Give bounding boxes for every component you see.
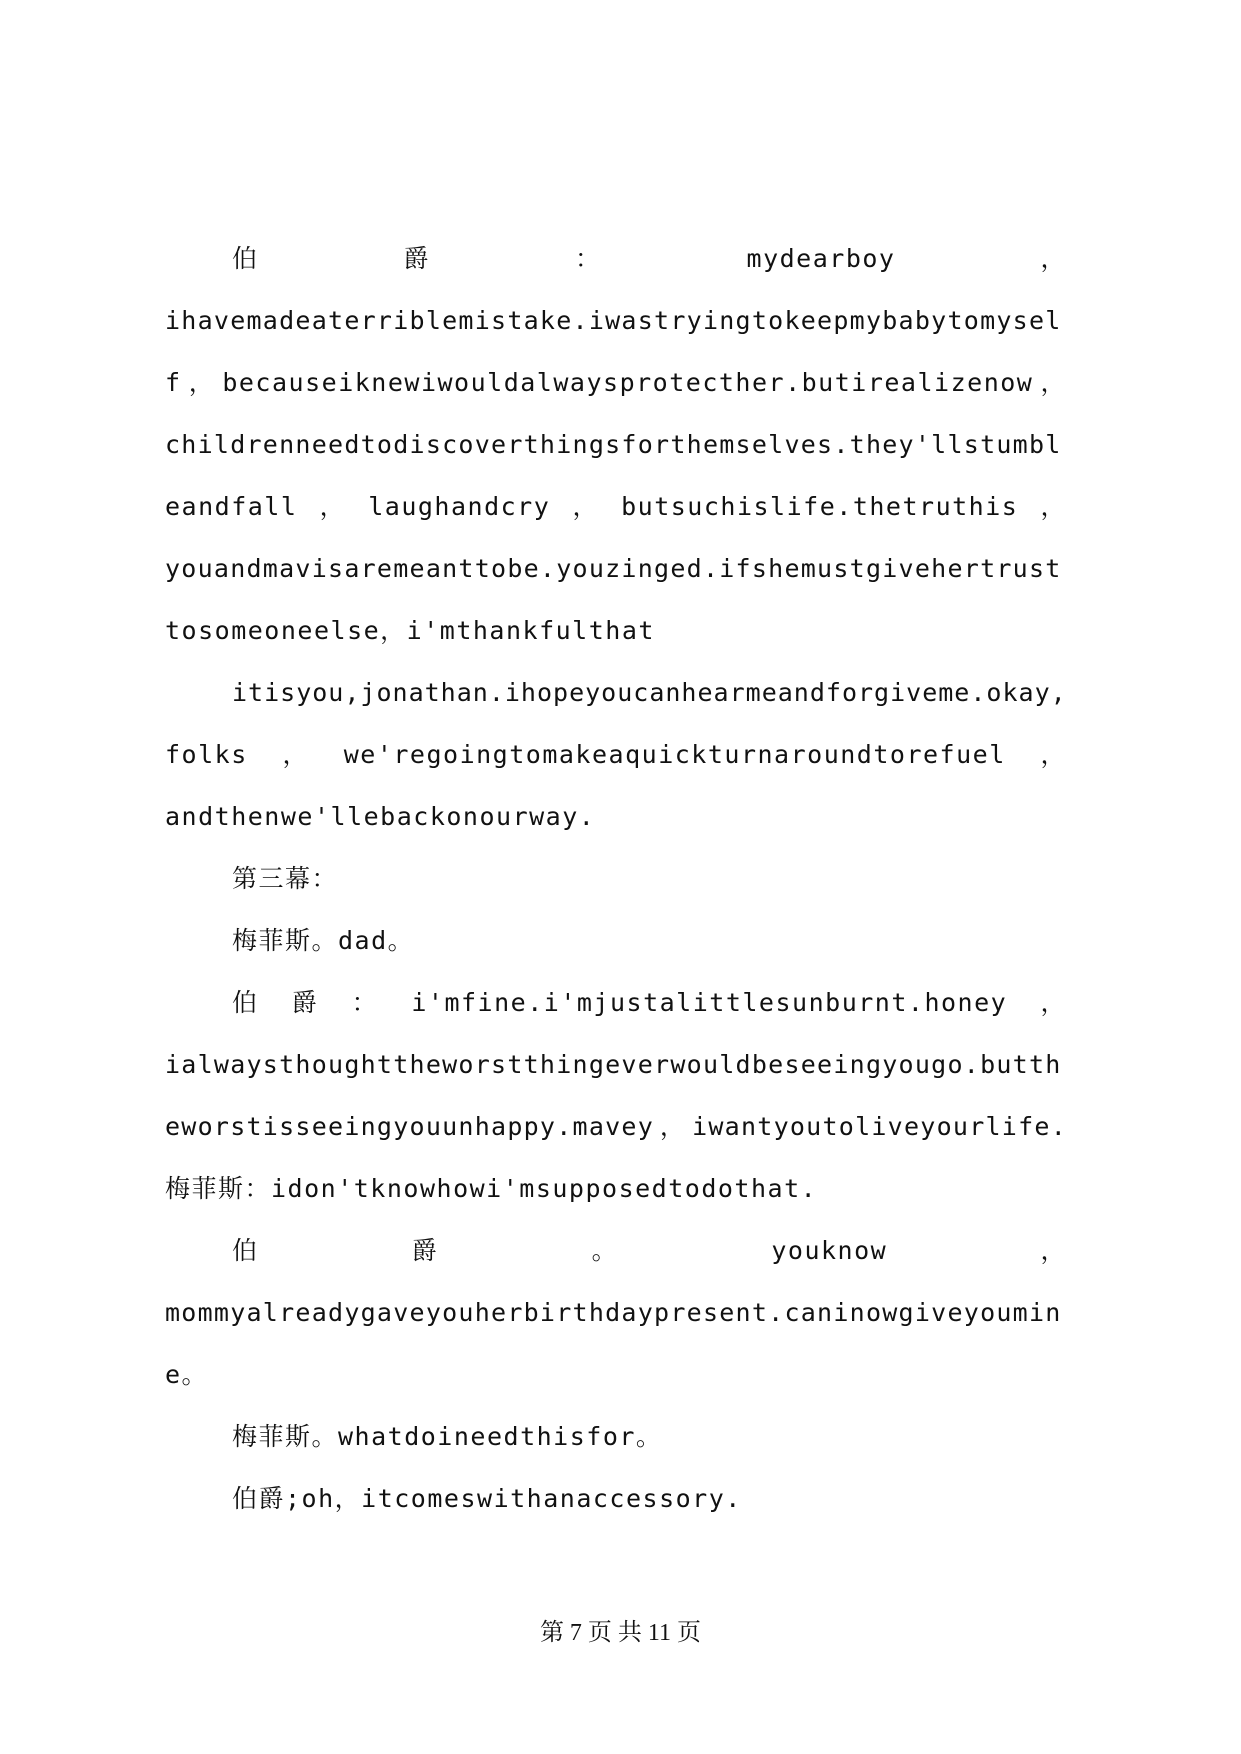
text-line: folks，we'regoingtomakeaquickturnaroundtorefuel， <box>165 740 1067 769</box>
text-line: eworstisseeingyouunhappy.mavey，iwantyoutoliveyourlife. <box>165 1112 1067 1141</box>
text-line: andthenwe'llebackonourway. <box>165 802 596 831</box>
paragraph <box>165 910 1067 972</box>
text-line: itisyou,jonathan.ihopeyoucanhearmeandforgiveme.okay, <box>232 678 1067 707</box>
paragraph <box>165 1468 1067 1530</box>
paragraph <box>165 1220 1067 1406</box>
text-line: f，becauseiknewiwouldalwaysprotecther.butirealizenow， <box>165 368 1067 397</box>
text-line: 梅菲斯。whatdoineedthisfor。 <box>232 1422 663 1451</box>
paragraph <box>165 662 1067 848</box>
text-line: 梅菲斯：idon'tknowhowi'msupposedtodothat. <box>165 1174 818 1203</box>
text-line: youandmavisaremeanttobe.youzinged.ifshemustgivehertrust <box>165 554 1062 583</box>
paragraph <box>165 972 1067 1220</box>
text-line: ihavemadeaterriblemistake.iwastryingtokeepmybabytomysel <box>165 306 1062 335</box>
paragraph <box>165 228 1067 662</box>
text-line: 伯爵。youknow， <box>232 1236 1067 1265</box>
text-line: eandfall，laughandcry，butsuchislife.thetruthis， <box>165 492 1067 521</box>
text-line: tosomeoneelse，i'mthankfulthat <box>165 616 655 645</box>
text-line: mommyalreadygaveyouherbirthdaypresent.caninowgiveyoumin <box>165 1298 1062 1327</box>
text-line: childrenneedtodiscoverthingsforthemselves.they'llstumbl <box>165 430 1062 459</box>
document-body <box>165 228 1067 1530</box>
scene-heading <box>165 848 1067 910</box>
text-line: 伯爵：mydearboy， <box>232 244 1067 273</box>
text-line: 伯爵：i'mfine.i'mjustalittlesunburnt.honey， <box>232 988 1067 1017</box>
text-line: 第三幕： <box>232 864 339 893</box>
text-line: ialwaysthoughttheworstthingeverwouldbeseeingyougo.butth <box>165 1050 1062 1079</box>
text-line: 梅菲斯。dad。 <box>232 926 415 955</box>
text-line: 伯爵;oh，itcomeswithanaccessory. <box>232 1484 742 1513</box>
page-number-footer: 第 7 页 共 11 页 <box>539 1620 702 1646</box>
text-line: e。 <box>165 1360 209 1389</box>
paragraph <box>165 1406 1067 1468</box>
